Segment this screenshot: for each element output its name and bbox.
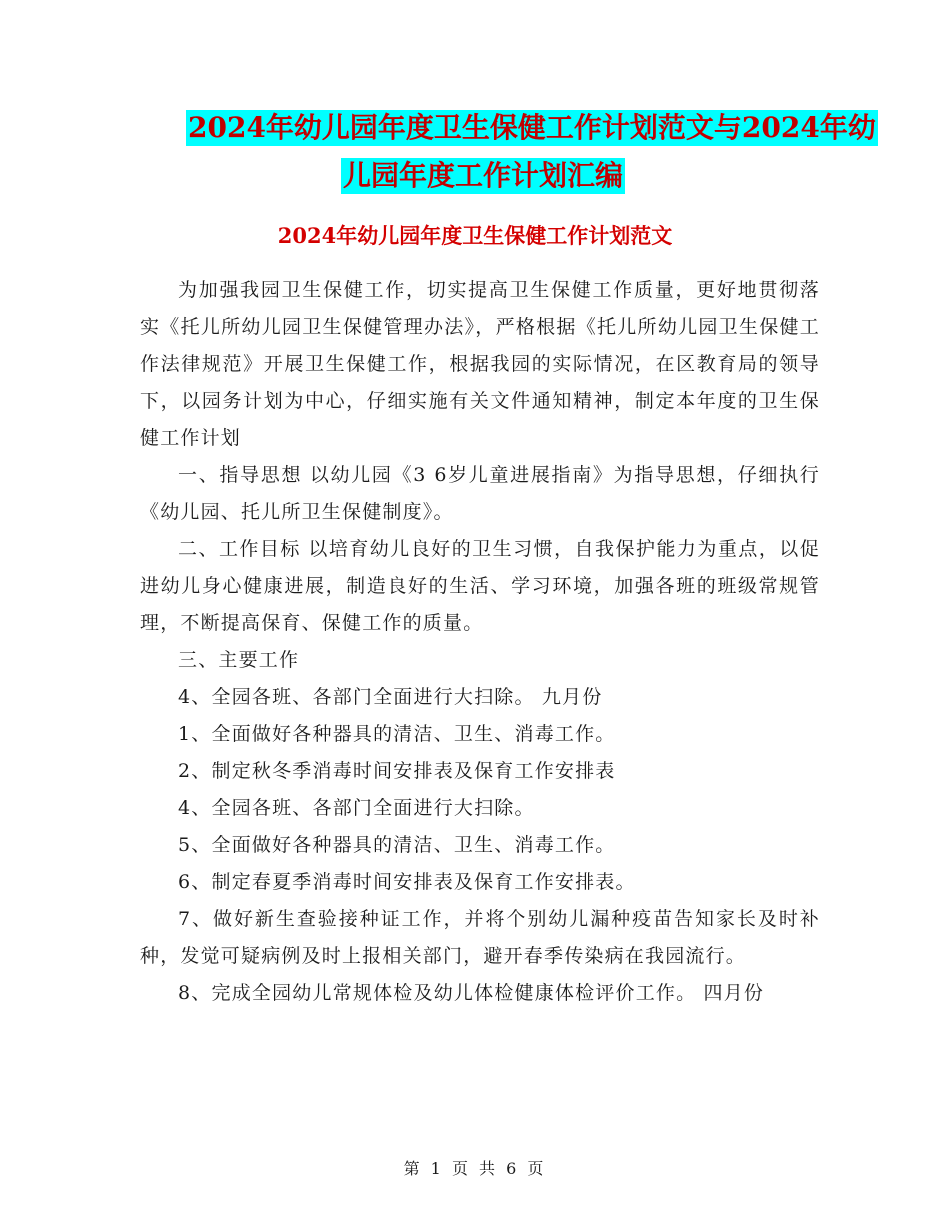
list-item: 2、制定秋冬季消毒时间安排表及保育工作安排表	[178, 760, 616, 782]
list-item: 8、完成全园幼儿常规体检及幼儿体检健康体检评价工作。 四月份	[178, 982, 765, 1004]
title-line-1: 2024年幼儿园年度卫生保健工作计划范文与2024年幼	[188, 111, 876, 144]
paragraph-goal: 二、工作目标 以培育幼儿良好的卫生习惯，自我保护能力为重点，以促进幼儿身心健康进展，制造良好的生活、学习环境，加强各班的班级常规管理，不断提高保育、保健工作的质量。	[140, 538, 820, 634]
list-item: 7、做好新生查验接种证工作，并将个别幼儿漏种疫苗告知家长及时补种，发觉可疑病例及时上报相关部门，避开春季传染病在我园流行。	[140, 908, 820, 967]
paragraph-intro: 为加强我园卫生保健工作，切实提高卫生保健工作质量，更好地贯彻落实《托儿所幼儿园卫生保健管理办法》，严格根据《托儿所幼儿园卫生保健工作法律规范》开展卫生保健工作，根据我园的实际情况，在区教育局的领导下，以园务计划为中心，仔细实施有关文件通知精神，制定本年度的卫生保健工作计划	[140, 279, 820, 449]
page-number: 第 1 页 共 6 页	[403, 1159, 547, 1178]
title-line-2: 儿园年度工作计划汇编	[343, 159, 624, 192]
list-item: 4、全园各班、各部门全面进行大扫除。 九月份	[178, 686, 603, 708]
paragraph-guiding: 一、指导思想 以幼儿园《3 6岁儿童进展指南》为指导思想，仔细执行《幼儿园、托儿所卫生保健制度》。	[140, 464, 820, 523]
list-item: 6、制定春夏季消毒时间安排表及保育工作安排表。	[178, 871, 636, 893]
paragraph-main-work: 三、主要工作	[178, 649, 300, 671]
list-item: 4、全园各班、各部门全面进行大扫除。	[178, 797, 535, 819]
list-item: 1、全面做好各种器具的清洁、卫生、消毒工作。	[178, 723, 616, 745]
list-item: 5、全面做好各种器具的清洁、卫生、消毒工作。	[178, 834, 616, 856]
document-body	[140, 272, 820, 1012]
section-title: 2024年幼儿园年度卫生保健工作计划范文	[277, 223, 673, 248]
